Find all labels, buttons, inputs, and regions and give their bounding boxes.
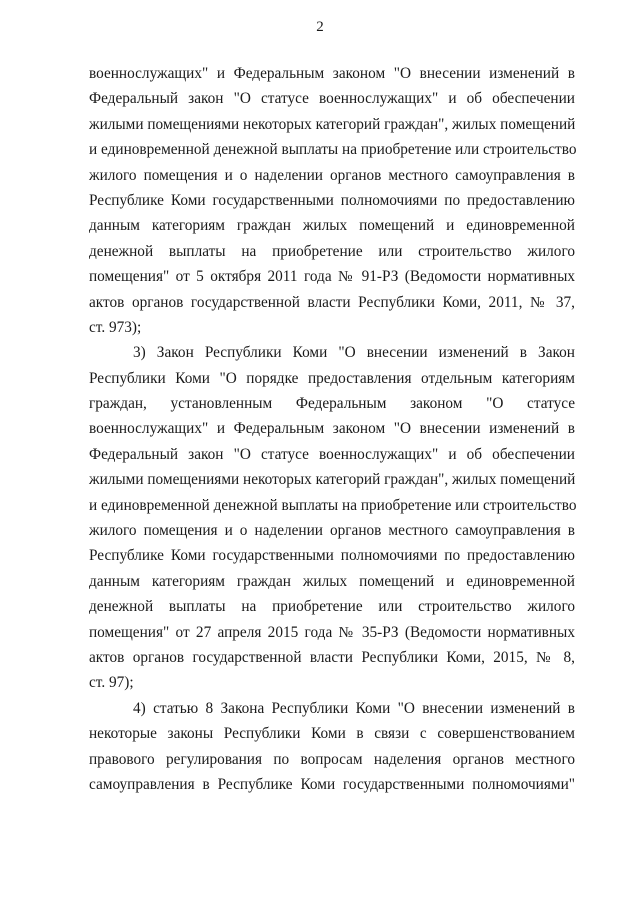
text-line: актов органов государственной власти Республики Коми, 2011, № 37, bbox=[89, 293, 575, 311]
text-line: Республике Коми государственными полномочиями по предоставлению bbox=[89, 547, 575, 565]
text-line: актов органов государственной власти Республики Коми, 2015, № 8, bbox=[89, 648, 575, 666]
text-line: ст. 973); bbox=[89, 318, 142, 336]
text-line: данным категориям граждан жилых помещений и единовременной bbox=[89, 572, 575, 590]
text-line: Федеральный закон "О статусе военнослужащих" и об обеспечении bbox=[89, 90, 575, 108]
text-line: некоторые законы Республики Коми в связи с совершенствованием bbox=[89, 725, 575, 743]
text-line: жилого помещения и о наделении органов местного самоуправления в bbox=[89, 166, 575, 184]
text-line: правового регулирования по вопросам наделения органов местного bbox=[89, 750, 575, 768]
text-line: жилыми помещениями некоторых категорий граждан", жилых помещений bbox=[89, 471, 576, 489]
text-line: Республике Коми государственными полномочиями по предоставлению bbox=[89, 191, 575, 209]
text-line: военнослужащих" и Федеральным законом "О внесении изменений в bbox=[89, 65, 575, 82]
text-line: помещения" от 27 апреля 2015 года № 35-РЗ (Ведомости нормативных bbox=[89, 623, 575, 641]
text-line: и единовременной денежной выплаты на приобретение или строительство bbox=[89, 496, 577, 514]
paragraph bbox=[89, 340, 575, 695]
text-line: 4) статью 8 Закона Республики Коми "О внесении изменений в bbox=[133, 699, 575, 717]
page-number: 2 bbox=[316, 19, 324, 35]
paragraph bbox=[89, 61, 575, 340]
text-line: Республики Коми "О порядке предоставления отдельным категориям bbox=[89, 369, 575, 387]
text-line: жилыми помещениями некоторых категорий граждан", жилых помещений bbox=[89, 115, 576, 133]
text-line: 3) Закон Республики Коми "О внесении изменений в Закон bbox=[133, 344, 575, 362]
paragraph bbox=[89, 696, 575, 798]
text-line: данным категориям граждан жилых помещений и единовременной bbox=[89, 217, 575, 235]
document-body bbox=[89, 61, 575, 797]
text-line: денежной выплаты на приобретение или строительство жилого bbox=[89, 598, 575, 616]
text-line: денежной выплаты на приобретение или строительство жилого bbox=[89, 242, 575, 260]
text-line: граждан, установленным Федеральным законом "О статусе bbox=[89, 395, 575, 413]
text-line: жилого помещения и о наделении органов местного самоуправления в bbox=[89, 522, 575, 540]
text-line: помещения" от 5 октября 2011 года № 91-РЗ (Ведомости нормативных bbox=[89, 268, 575, 286]
text-line: военнослужащих" и Федеральным законом "О внесении изменений в bbox=[89, 420, 575, 438]
text-line: и единовременной денежной выплаты на приобретение или строительство bbox=[89, 141, 577, 159]
text-line: ст. 97); bbox=[89, 674, 134, 692]
text-line: самоуправления в Республике Коми государственными полномочиями" bbox=[89, 775, 575, 793]
text-line: Федеральный закон "О статусе военнослужащих" и об обеспечении bbox=[89, 445, 575, 463]
